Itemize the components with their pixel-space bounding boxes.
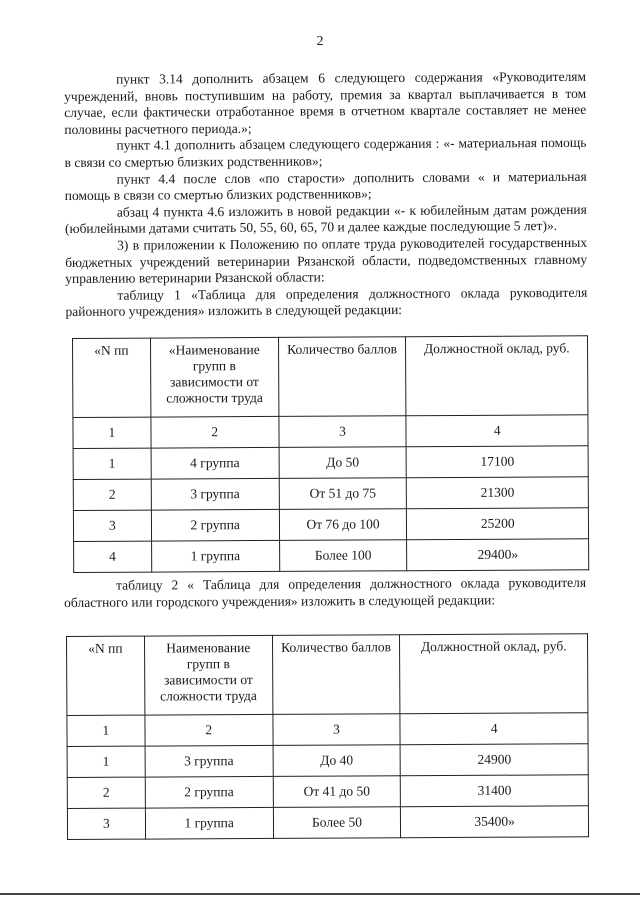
table-district-salary bbox=[72, 335, 589, 573]
table-row bbox=[73, 446, 588, 480]
paragraph-clause-3-14: пункт 3.14 дополнить абзацем 6 следующего содержания «Руководителям учреждений, вновь поступившим на работу, премия за квартал выплачивается в том случае, если фактически отработанное время в отчетном квартале составляет не менее половины расчетного периода.»; bbox=[64, 68, 587, 137]
header-group-name: Наименование групп в зависимости от сложности труда bbox=[144, 635, 272, 715]
table-cell: До 40 bbox=[273, 745, 401, 777]
table-row bbox=[67, 806, 588, 840]
table-cell: 3 bbox=[279, 416, 407, 448]
table-cell: 1 группа bbox=[145, 807, 273, 839]
table-cell: 25200 bbox=[407, 508, 589, 540]
table-row bbox=[67, 744, 588, 778]
table-cell: От 76 до 100 bbox=[279, 509, 407, 541]
table-cell: 3 группа bbox=[151, 478, 279, 510]
table-cell: 3 bbox=[73, 510, 151, 541]
paragraph-table1-intro: таблицу 1 «Таблица для определения должностного оклада руководителя районного учреждения» изложить в следующей редакции: bbox=[65, 284, 588, 320]
table-cell: 29400» bbox=[407, 539, 589, 571]
table-cell: От 41 до 50 bbox=[273, 776, 401, 808]
table-index-row bbox=[67, 713, 588, 747]
paragraph-clause-4-4: пункт 4.4 после слов «по старости» дополнить словами « и материальная помощь в связи со смертью близких родственников»; bbox=[64, 168, 587, 204]
body-text-mid bbox=[64, 575, 586, 611]
table-cell: Более 50 bbox=[273, 807, 401, 839]
table-cell: 1 bbox=[73, 417, 151, 448]
table-cell: 2 группа bbox=[151, 509, 279, 541]
table-cell: 2 bbox=[151, 416, 279, 448]
table-cell: 35400» bbox=[401, 806, 589, 838]
table-cell: От 51 до 75 bbox=[279, 478, 407, 510]
table-cell: 4 bbox=[400, 713, 588, 745]
table-header-row bbox=[67, 634, 588, 716]
table-cell: 2 bbox=[73, 479, 151, 510]
table-cell: 31400 bbox=[401, 775, 589, 807]
page-number: 2 bbox=[316, 34, 324, 49]
table-cell: 3 bbox=[273, 714, 401, 746]
table-cell: 4 bbox=[406, 415, 588, 447]
table-cell: 1 bbox=[67, 746, 145, 777]
paragraph-table2-intro: таблицу 2 « Таблица для определения должностного оклада руководителя областного или городского учреждения» изложить в следующей редакции: bbox=[64, 574, 587, 610]
table-row bbox=[67, 775, 588, 809]
header-salary: Должностной оклад, руб. bbox=[400, 634, 588, 714]
header-points: Количество баллов bbox=[278, 337, 406, 417]
scan-bottom-edge bbox=[0, 893, 640, 895]
table-row bbox=[73, 477, 588, 511]
header-group-name: «Наименование групп в зависимости от сложности труда bbox=[150, 337, 278, 417]
table-cell: 17100 bbox=[406, 446, 588, 478]
table-cell: 21300 bbox=[407, 477, 589, 509]
table-cell: До 50 bbox=[279, 447, 407, 479]
table-cell: 2 группа bbox=[145, 776, 273, 808]
header-points: Количество баллов bbox=[272, 635, 400, 715]
table-cell: 4 bbox=[74, 541, 152, 572]
table-index-row bbox=[73, 415, 588, 449]
table-cell: 4 группа bbox=[151, 447, 279, 479]
paragraph-clause-4-1: пункт 4.1 дополнить абзацем следующего содержания : «- материальная помощь в связи со смертью близких родственников»; bbox=[64, 135, 587, 170]
header-number: «N пп bbox=[67, 636, 145, 715]
table-cell: 2 bbox=[67, 777, 145, 808]
header-number: «N пп bbox=[73, 338, 151, 417]
table-cell: 3 bbox=[67, 808, 145, 839]
paragraph-appendix: 3) в приложении к Положению по оплате труда руководителей государственных бюджетных учреждений ветеринарии Рязанской области, подведомственных главному управлению ветеринарии Рязанской области: bbox=[65, 234, 588, 287]
table-cell: Более 100 bbox=[279, 540, 407, 572]
paragraph-clause-4-6: абзац 4 пункта 4.6 изложить в новой редакции «- к юбилейным датам рождения (юбилейными датами считать 50, 55, 60, 65, 70 и далее каждые последующие 5 лет)». bbox=[64, 201, 587, 237]
table-cell: 1 bbox=[73, 448, 151, 479]
table-cell: 24900 bbox=[400, 744, 588, 776]
table-cell: 3 группа bbox=[145, 745, 273, 777]
table-cell: 2 bbox=[145, 714, 273, 746]
body-text-top bbox=[64, 69, 588, 321]
table-cell: 1 bbox=[67, 715, 145, 746]
header-salary: Должностной оклад, руб. bbox=[406, 336, 588, 416]
table-row bbox=[73, 508, 588, 542]
table-regional-salary bbox=[66, 633, 589, 840]
table-cell: 1 группа bbox=[151, 540, 279, 572]
table-row bbox=[74, 539, 589, 573]
table-header-row bbox=[73, 336, 588, 418]
